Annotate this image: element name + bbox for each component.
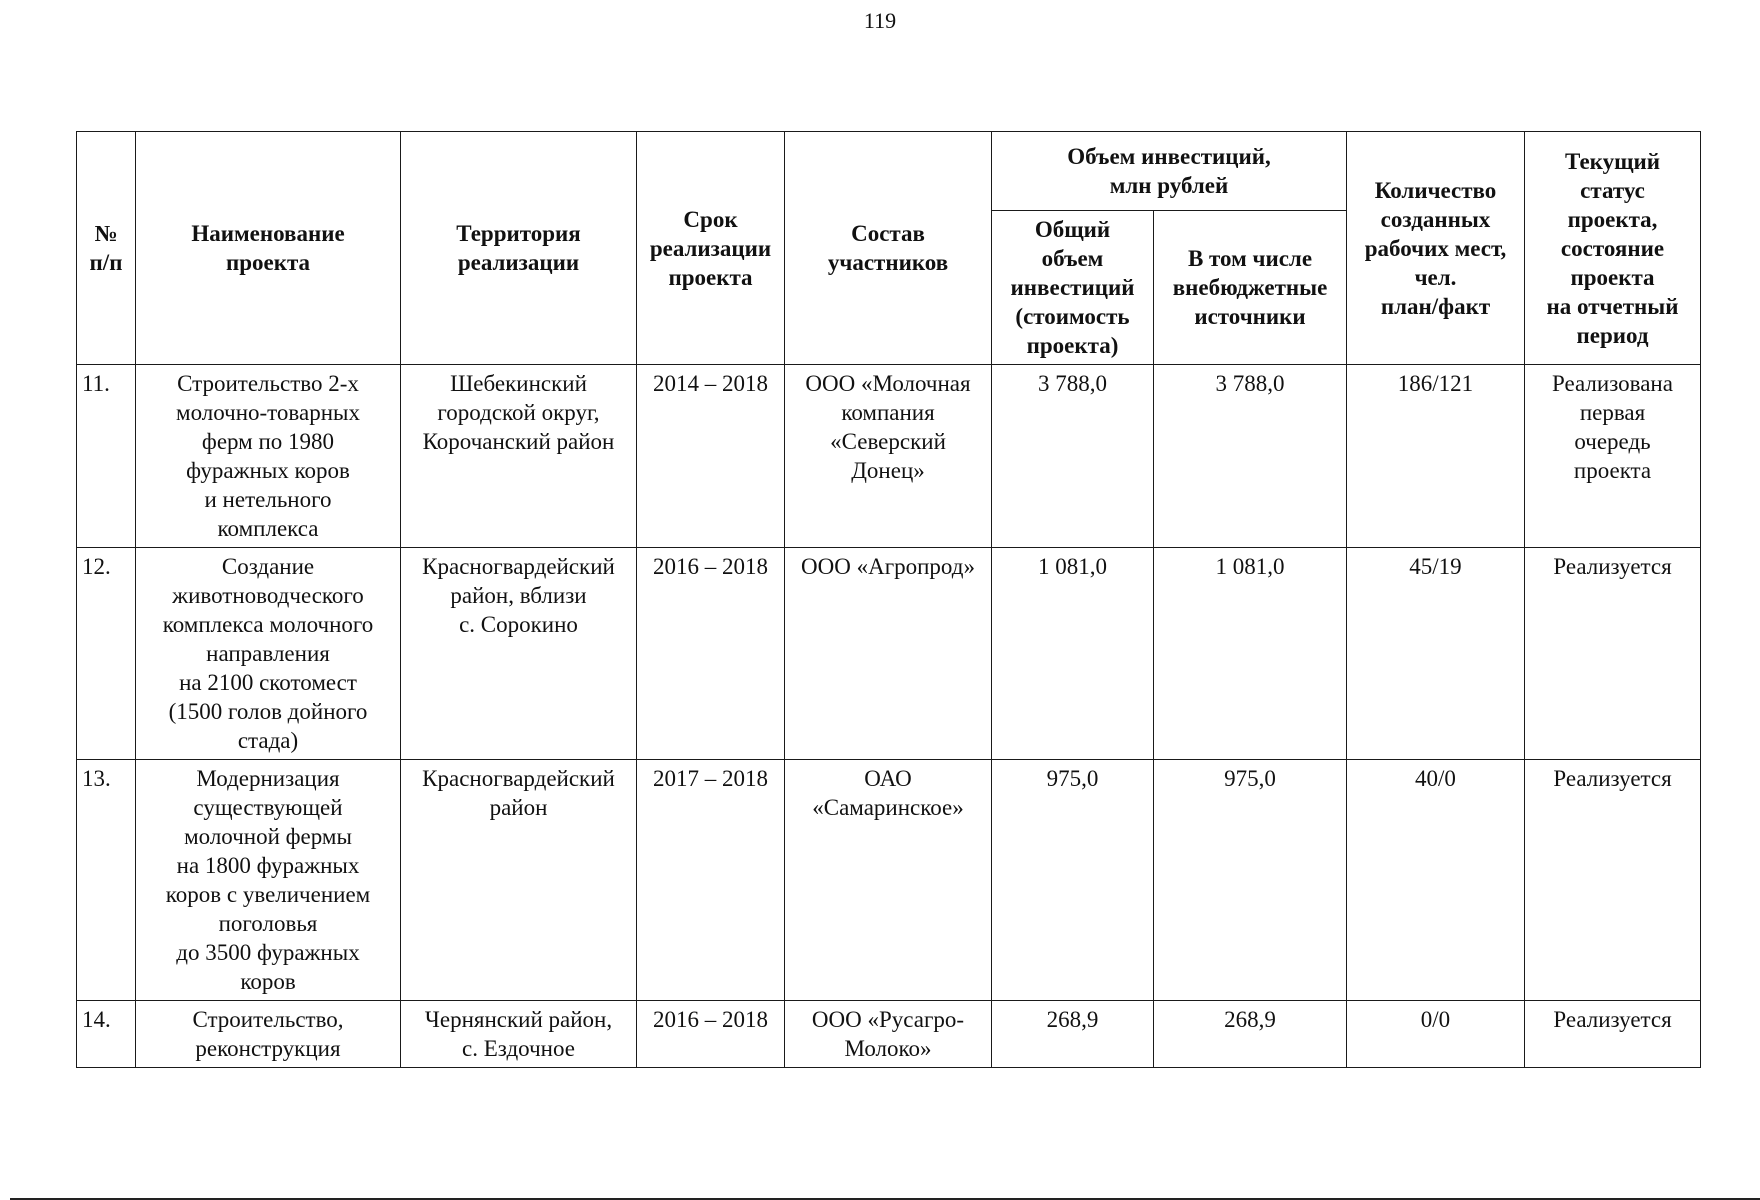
cell-total-investment: 1 081,0 xyxy=(992,548,1154,760)
table-header xyxy=(77,132,1701,365)
cell-project-name: Модернизация существующей молочной фермы на 1800 фуражных коров с увеличением поголовья до 3500 фуражных коров xyxy=(136,760,401,1001)
header-jobs: Количество созданных рабочих мест, чел. план/факт xyxy=(1347,132,1525,365)
cell-jobs: 45/19 xyxy=(1347,548,1525,760)
investment-projects-table xyxy=(76,131,1701,1068)
header-investment-group: Объем инвестиций, млн рублей xyxy=(992,132,1347,211)
header-status: Текущий статус проекта, состояние проекта на отчетный период xyxy=(1525,132,1701,365)
cell-offbudget-sources: 975,0 xyxy=(1154,760,1347,1001)
cell-num: 11. xyxy=(77,365,136,548)
cell-offbudget-sources: 1 081,0 xyxy=(1154,548,1347,760)
cell-total-investment: 3 788,0 xyxy=(992,365,1154,548)
table-row xyxy=(77,548,1701,760)
cell-total-investment: 268,9 xyxy=(992,1001,1154,1068)
cell-term: 2016 – 2018 xyxy=(637,1001,785,1068)
cell-term: 2014 – 2018 xyxy=(637,365,785,548)
cell-offbudget-sources: 268,9 xyxy=(1154,1001,1347,1068)
table-body xyxy=(77,365,1701,1068)
cell-status: Реализуется xyxy=(1525,1001,1701,1068)
cell-territory: Чернянский район, с. Ездочное xyxy=(401,1001,637,1068)
page-number: 119 xyxy=(863,8,897,33)
cell-offbudget-sources: 3 788,0 xyxy=(1154,365,1347,548)
cell-num: 14. xyxy=(77,1001,136,1068)
header-project-name: Наименование проекта xyxy=(136,132,401,365)
cell-project-name: Строительство 2-х молочно-товарных ферм по 1980 фуражных коров и нетельного комплекса xyxy=(136,365,401,548)
cell-participants: ООО «Русагро- Молоко» xyxy=(785,1001,992,1068)
table-row xyxy=(77,365,1701,548)
cell-project-name: Создание животноводческого комплекса молочного направления на 2100 скотомест (1500 голов дойного стада) xyxy=(136,548,401,760)
cell-term: 2016 – 2018 xyxy=(637,548,785,760)
header-offbudget-sources: В том числе внебюджетные источники xyxy=(1154,211,1347,365)
cell-jobs: 186/121 xyxy=(1347,365,1525,548)
header-participants: Состав участников xyxy=(785,132,992,365)
cell-territory: Красногвардейский район, вблизи с. Сорокино xyxy=(401,548,637,760)
cell-territory: Шебекинский городской округ, Корочанский район xyxy=(401,365,637,548)
cell-participants: ОАО «Самаринское» xyxy=(785,760,992,1001)
table-row xyxy=(77,760,1701,1001)
cell-num: 12. xyxy=(77,548,136,760)
cell-territory: Красногвардейский район xyxy=(401,760,637,1001)
cell-num: 13. xyxy=(77,760,136,1001)
header-territory: Территория реализации xyxy=(401,132,637,365)
table-row xyxy=(77,1001,1701,1068)
cell-participants: ООО «Агропрод» xyxy=(785,548,992,760)
cell-jobs: 0/0 xyxy=(1347,1001,1525,1068)
cell-total-investment: 975,0 xyxy=(992,760,1154,1001)
cell-term: 2017 – 2018 xyxy=(637,760,785,1001)
header-num: № п/п xyxy=(77,132,136,365)
header-total-investment: Общий объем инвестиций (стоимость проекта) xyxy=(992,211,1154,365)
cell-project-name: Строительство, реконструкция xyxy=(136,1001,401,1068)
header-term: Срок реализации проекта xyxy=(637,132,785,365)
cell-jobs: 40/0 xyxy=(1347,760,1525,1001)
cell-status: Реализована первая очередь проекта xyxy=(1525,365,1701,548)
cell-status: Реализуется xyxy=(1525,760,1701,1001)
cell-status: Реализуется xyxy=(1525,548,1701,760)
cell-participants: ООО «Молочная компания «Северский Донец» xyxy=(785,365,992,548)
